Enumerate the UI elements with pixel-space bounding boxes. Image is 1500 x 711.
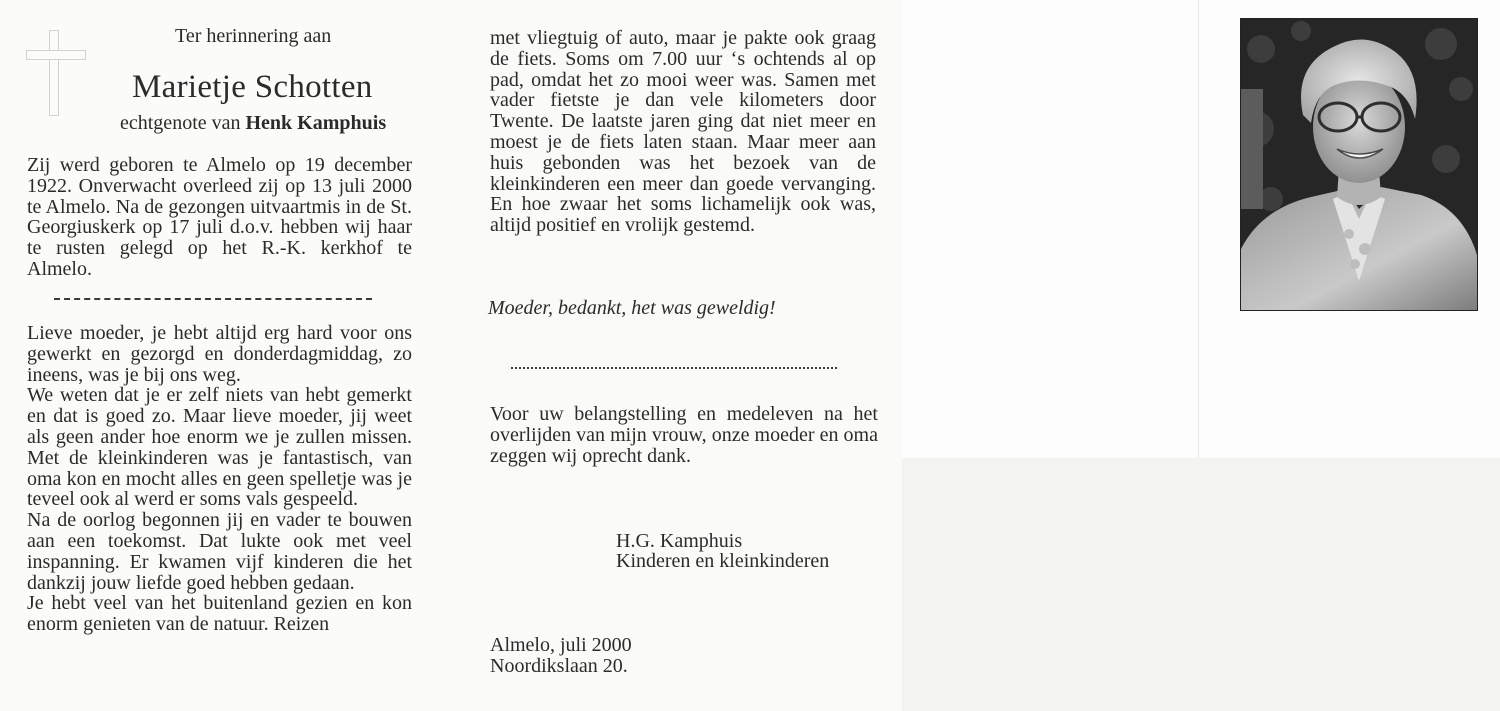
place-date: Almelo, juli 2000	[490, 634, 632, 656]
continued-paragraph: met vliegtuig of auto, maar je pakte ook graag de fiets. Soms om 7.00 uur ‘s ochtends al op pad, omdat het zo mooi weer was. Samen met vader fietste je dan vele kilometers door Twente. De laatste jaren ging dat niet meer en moest je de fiets laten staan. Maar meer aan huis gebonden was het bezoek van de kleinkinderen een meer dan goede vervanging. En hoe zwaar het soms lichamelijk ook was, altijd positief en vrolijk gestemd.	[490, 27, 876, 237]
dotted-divider	[511, 367, 837, 369]
card-fold	[1198, 0, 1199, 458]
birth-paragraph: Zij werd geboren te Almelo op 19 december 1922. Onverwacht overleed zij op 13 juli 2000 te Almelo. Na de gezongen uitvaartmis in de St. Georgiuskerk op 17 juli d.o.v. hebben wij haar te rusten gelegd op het R.-K. kerkhof te Almelo.	[27, 154, 412, 280]
thank-you-quote: Moeder, bedankt, het was geweldig!	[488, 297, 776, 319]
right-page-lower	[902, 458, 1500, 711]
signature-name: H.G. Kamphuis	[616, 530, 743, 552]
spouse-name: Henk Kamphuis	[245, 112, 387, 134]
intro-text: Ter herinnering aan	[175, 25, 332, 47]
cross-icon	[26, 30, 86, 116]
memorial-paragraph: Lieve moeder, je hebt altijd erg hard voor ons gewerkt en gezorgd en donderdagmiddag, zo ineens, was je bij ons weg.	[27, 322, 412, 386]
memorial-paragraph: We weten dat je er zelf niets van hebt gemerkt en dat is goed zo. Maar lieve moeder, jij weet als geen ander hoe enorm we je zullen missen. Met de kleinkinderen was je fantastisch, van oma kon en mocht alles en geen spelletje was je teveel ook al werd er soms vals gespeeld.	[27, 384, 412, 511]
memorial-paragraph: Je hebt veel van het buitenland gezien en kon enorm genieten van de natuur. Reizen	[27, 592, 412, 636]
portrait-photo-icon	[1240, 18, 1478, 311]
spouse-prefix: echtgenote van	[120, 112, 241, 134]
deceased-name: Marietje Schotten	[132, 69, 373, 105]
memorial-paragraph: Na de oorlog begonnen jij en vader te bouwen aan een toekomst. Dat lukte ook met veel inspanning. Er kwamen vijf kinderen die het dankzij jouw liefde goed hebben gedaan.	[27, 509, 412, 594]
memorial-text	[27, 323, 412, 635]
address: Noordikslaan 20.	[490, 655, 628, 677]
spouse-line	[120, 113, 386, 133]
dashed-divider	[54, 298, 372, 300]
thanks-paragraph: Voor uw belangstelling en medeleven na het overlijden van mijn vrouw, onze moeder en oma zeggen wij oprecht dank.	[490, 403, 878, 467]
signature-family: Kinderen en kleinkinderen	[616, 550, 830, 572]
